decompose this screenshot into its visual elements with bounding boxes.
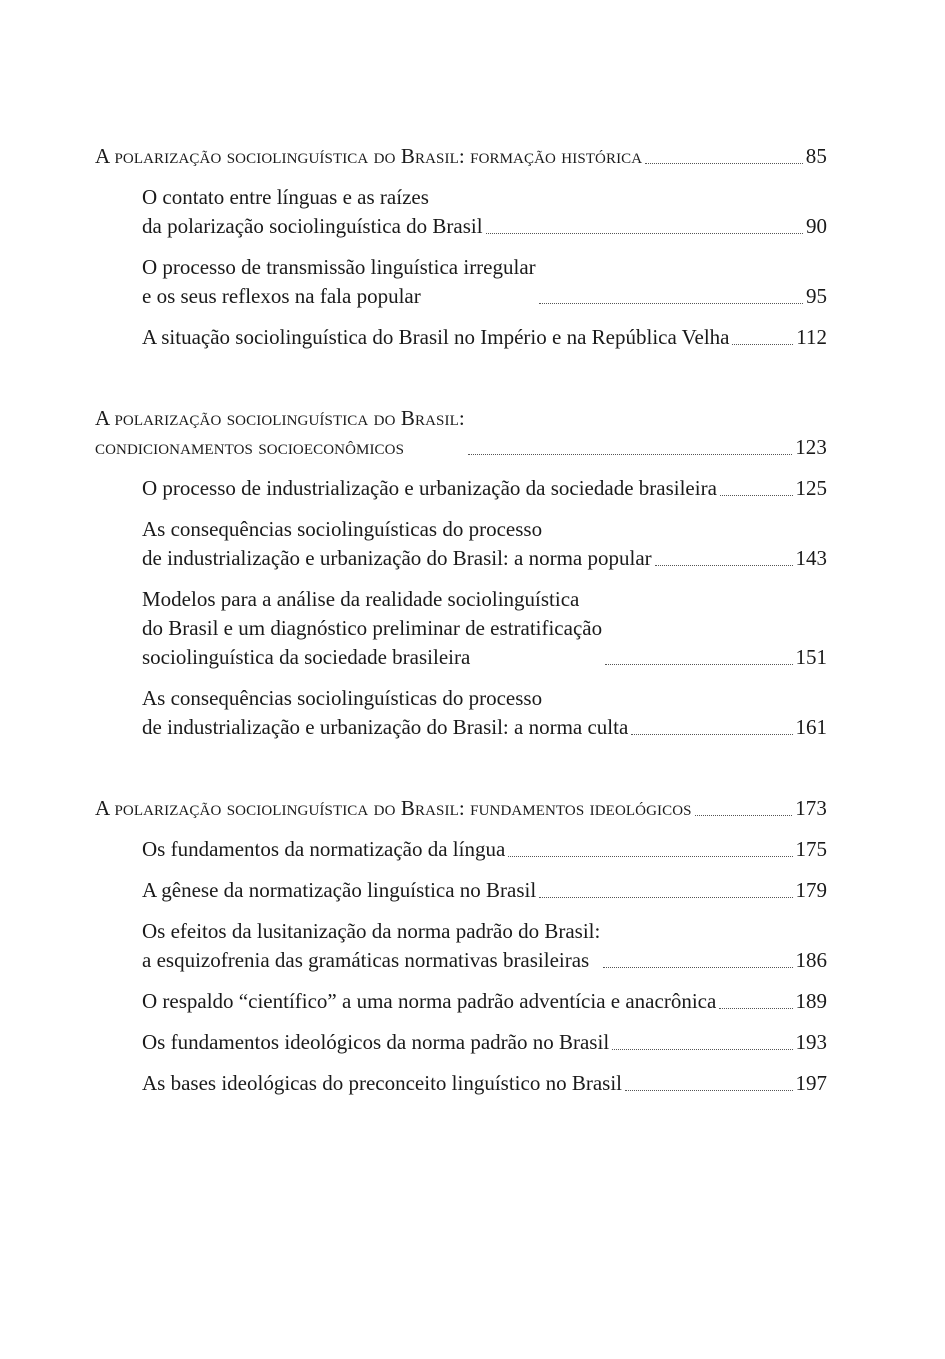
dot-leader [695,815,793,816]
page-number: 173 [795,796,827,820]
section-title-line: do Brasil e um diagnóstico preliminar de estratificação [142,616,603,640]
page-number: 123 [795,435,827,459]
dot-leader [468,454,792,455]
dot-leader [539,897,792,898]
dot-leader [603,967,792,968]
dot-leader [612,1049,792,1050]
table-of-contents [95,142,827,1098]
toc-section [142,917,827,975]
page-number: 189 [795,989,827,1013]
toc-section [142,183,827,241]
toc-section [142,585,827,672]
dot-leader [631,734,792,735]
toc-section [142,323,827,352]
section-title-line: Modelos para a análise da realidade sociolinguística [142,587,580,611]
toc-section [142,515,827,573]
section-title-line: O respaldo “científico” a uma norma padrão adventícia e anacrônica [142,989,717,1013]
dot-leader [508,856,792,857]
page-number: 175 [795,837,827,861]
section-title-line: Os fundamentos ideológicos da norma padrão no Brasil [142,1030,610,1054]
dot-leader [732,344,793,345]
chapter-title-line: condicionamentos socioeconômicos [95,435,405,459]
page-number: 95 [806,284,827,308]
chapter-heading [95,794,827,823]
section-title-line: Os efeitos da lusitanização da norma padrão do Brasil: [142,919,601,943]
section-title-line: A situação sociolinguística do Brasil no Império e na República Velha [142,325,730,349]
toc-section [142,684,827,742]
page-number: 151 [795,645,827,669]
section-title-line: O contato entre línguas e as raízes [142,185,429,209]
dot-leader [486,233,803,234]
dot-leader [719,1008,792,1009]
section-title-line: a esquizofrenia das gramáticas normativas brasileiras [142,948,590,972]
chapter-heading [95,142,827,171]
section-title-line: de industrialização e urbanização do Brasil: a norma popular [142,546,652,570]
toc-chapter [95,794,827,1098]
section-title-line: O processo de transmissão linguística irregular [142,255,536,279]
toc-section [142,987,827,1016]
section-title-line: da polarização sociolinguística do Brasil [142,214,483,238]
page-number: 197 [795,1071,827,1095]
toc-section [142,1069,827,1098]
section-title-line: Os fundamentos da normatização da língua [142,837,506,861]
dot-leader [539,303,803,304]
section-title-line: e os seus reflexos na fala popular [142,284,421,308]
page-number: 85 [805,144,827,168]
page-number: 90 [806,214,827,238]
chapter-heading [95,404,827,462]
page-number: 179 [795,878,827,902]
page-number: 143 [795,546,827,570]
toc-section [142,835,827,864]
page-number: 186 [795,948,827,972]
chapter-title-line: A polarização sociolinguística do Brasil: formação histórica [95,144,643,168]
dot-leader [655,565,793,566]
section-title-line: As bases ideológicas do preconceito linguístico no Brasil [142,1071,622,1095]
dot-leader [720,495,793,496]
dot-leader [625,1090,793,1091]
toc-section [142,876,827,905]
toc-section [142,474,827,503]
section-title-line: sociolinguística da sociedade brasileira [142,645,471,669]
section-title-line: A gênese da normatização linguística no Brasil [142,878,537,902]
section-title-line: O processo de industrialização e urbanização da sociedade brasileira [142,476,717,500]
page-number: 112 [796,325,827,349]
chapter-title-line: A polarização sociolinguística do Brasil: fundamentos ideológicos [95,796,692,820]
section-title-line: As consequências sociolinguísticas do processo [142,686,543,710]
page-number: 193 [795,1030,827,1054]
toc-section [142,1028,827,1057]
toc-chapter [95,142,827,352]
page-number: 125 [795,476,827,500]
dot-leader [605,664,792,665]
dot-leader [645,163,803,164]
section-title-line: de industrialização e urbanização do Brasil: a norma culta [142,715,629,739]
page-number: 161 [795,715,827,739]
chapter-title-line: A polarização sociolinguística do Brasil: [95,406,465,430]
toc-section [142,253,827,311]
section-title-line: As consequências sociolinguísticas do processo [142,517,543,541]
toc-chapter [95,404,827,742]
